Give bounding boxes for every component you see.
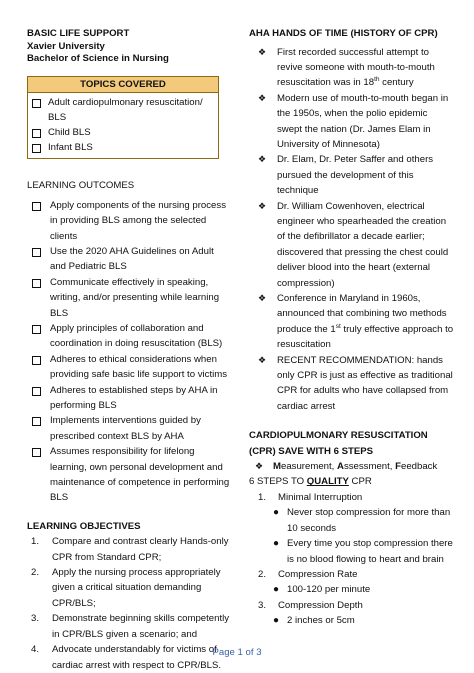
maf-text (273, 459, 437, 474)
objective-item (27, 534, 230, 565)
topic-label: Adult cardiopulmonary resuscitation/ BLS (48, 96, 203, 123)
outcome-item (27, 244, 230, 275)
outcomes-label: LEARNING OUTCOMES (27, 180, 135, 192)
objective-number: 3. (31, 613, 40, 625)
outcome-item (27, 275, 230, 321)
step-detail (273, 505, 454, 536)
bullet-icon: ● (273, 584, 280, 596)
objective-item (27, 611, 230, 642)
step-detail-text: 100-120 per minute (287, 584, 371, 596)
objective-text: Advocate understandably for victims of cardiac arrest with respect to CPR/BLS. (52, 644, 222, 671)
cpr-title (249, 428, 454, 459)
diamond-bullet-icon: ❖ (258, 293, 267, 303)
topic-label: Child BLS (48, 126, 91, 138)
history-text (277, 45, 454, 91)
objective-number: 2. (31, 567, 40, 579)
checkbox-icon (32, 356, 41, 365)
step-detail (273, 536, 454, 567)
objective-item (27, 565, 230, 611)
history-text: Modern use of mouth-to-mouth began in the 1950s, when the polio epidemic swept the nation (Dr. James Elam in University of Minnesota) (277, 92, 449, 150)
maf-line (255, 459, 454, 474)
checkbox-icon (32, 144, 41, 153)
checkbox-icon (32, 448, 41, 457)
steps-quality: QUALITY (306, 476, 349, 488)
history-text-part: Conference in Maryland in 1960s, announced that combining two methods produce the 1 (277, 293, 447, 335)
bullet-icon: ● (273, 538, 280, 550)
step-detail-text: 2 inches or 5cm (287, 615, 355, 627)
objective-number: 1. (31, 536, 40, 548)
outcome-item (27, 321, 230, 352)
topics-list (28, 93, 218, 159)
topic-item (32, 125, 214, 140)
step-detail-text: Never stop compression for more than 10 seconds (287, 507, 451, 534)
superscript: st (335, 322, 341, 330)
outcome-text: Implements interventions guided by prescribed context BLS by AHA (50, 415, 201, 442)
topic-item (32, 95, 214, 125)
objectives-label: LEARNING OBJECTIVES (27, 520, 141, 532)
course-title: BASIC LIFE SUPPORT (27, 28, 130, 39)
diamond-bullet-icon: ❖ (258, 354, 267, 365)
university-name: Xavier University (27, 40, 105, 52)
steps-prefix: 6 STEPS TO (249, 476, 307, 488)
outcome-item (27, 444, 230, 506)
bullet-icon: ● (273, 507, 280, 519)
objective-text: Demonstrate beginning skills competently in CPR/BLS given a scenario; and (52, 613, 230, 640)
outcome-text: Adheres to established steps by AHA in performing BLS (50, 384, 218, 411)
step-detail (273, 582, 454, 597)
step-item (249, 490, 454, 505)
history-text (277, 291, 454, 353)
history-item (249, 353, 454, 415)
history-item (249, 199, 454, 291)
right-column (249, 28, 454, 629)
diamond-bullet-icon: ❖ (258, 92, 267, 103)
outcome-item (27, 413, 230, 444)
cpr-title-line: (CPR) SAVE WITH 6 STEPS (249, 445, 374, 457)
steps-title (249, 474, 454, 489)
step-number: 1. (258, 491, 267, 503)
outcome-text: Use the 2020 AHA Guidelines on Adult and Pediatric BLS (50, 245, 214, 273)
checkbox-icon (32, 387, 41, 396)
steps-suffix: CPR (348, 476, 372, 488)
letter-m: M (273, 461, 281, 473)
history-title: AHA HANDS OF TIME (HISTORY OF CPR) (249, 28, 438, 39)
history-text-part: century (379, 77, 414, 89)
topic-label: Infant BLS (48, 142, 93, 154)
diamond-bullet-icon: ❖ (258, 200, 267, 211)
outcome-text: Communicate effectively in speaking, writing, and/or presenting while learning BLS (50, 276, 220, 319)
outcome-item (27, 383, 230, 414)
maf-part: ssessment, (343, 461, 396, 473)
outcome-item (27, 198, 230, 244)
history-list (249, 45, 454, 415)
diamond-bullet-icon: ❖ (258, 46, 267, 57)
maf-part: easurement, (281, 461, 337, 473)
maf-part: eedback (401, 461, 438, 473)
topic-item (32, 140, 214, 155)
history-text-part: truly effective approach to resuscitation (277, 323, 454, 351)
history-text: Dr. William Cowenhoven, electrical engineer who spearheaded the creation of the defibrillator a decade earlier; discovered that pressing the chest could deliver blood into the heart (external compression) (277, 200, 449, 289)
outcome-item (27, 352, 230, 383)
checkbox-icon (32, 129, 41, 138)
step-number: 2. (258, 568, 267, 580)
objective-number: 4. (31, 644, 40, 656)
history-item (249, 45, 454, 91)
left-column (27, 28, 230, 673)
outcome-text: Apply components of the nursing process in providing BLS among the selected clients (50, 199, 226, 242)
superscript: th (374, 76, 380, 84)
diamond-bullet-icon: ❖ (255, 461, 264, 472)
letter-a: A (337, 461, 344, 473)
step-detail (273, 613, 454, 628)
topics-box (27, 76, 219, 160)
step-item (249, 598, 454, 613)
page-number: Page 1 of 3 (212, 647, 262, 658)
cpr-title-line: CARDIOPULMONARY RESUSCITATION (249, 430, 428, 442)
step-label: Minimal Interruption (278, 491, 363, 503)
history-item (249, 152, 454, 198)
history-text: RECENT RECOMMENDATION: hands only CPR is just as effective as traditional CPR for adults who have collapsed from cardiac arrest (277, 354, 453, 412)
history-text-part: First recorded successful attempt to revive someone with mouth-to-mouth resuscitation was in 18 (277, 46, 435, 89)
objective-text: Apply the nursing process appropriately given a critical situation demanding CPR/BLS; (52, 567, 221, 609)
bullet-icon: ● (273, 615, 280, 627)
checkbox-icon (32, 325, 41, 334)
checkbox-icon (32, 417, 41, 426)
outcome-text: Adheres to ethical considerations when providing safe basic life support to victims (50, 353, 228, 381)
checkbox-icon (32, 248, 41, 257)
outcome-text: Assumes responsibility for lifelong learning, own personal development and maintenance of competence in performing BLS (50, 446, 230, 504)
outcomes-list (27, 198, 230, 506)
step-label: Compression Rate (278, 568, 358, 580)
letter-f: F (395, 461, 401, 473)
program-name: Bachelor of Science in Nursing (27, 53, 169, 64)
checkbox-icon (32, 99, 41, 108)
topics-title: TOPICS COVERED (28, 77, 218, 93)
history-item (249, 291, 454, 353)
outcome-text: Apply principles of collaboration and coordination in doing resuscitation (BLS) (50, 322, 223, 350)
step-number: 3. (258, 599, 267, 611)
history-item (249, 91, 454, 153)
diamond-bullet-icon: ❖ (258, 154, 267, 165)
checkbox-icon (32, 279, 41, 288)
checkbox-icon (32, 202, 41, 211)
step-label: Compression Depth (278, 599, 363, 611)
objective-text: Compare and contrast clearly Hands-only CPR from Standard CPR; (52, 536, 229, 563)
history-text: Dr. Elam, Dr. Peter Saffer and others pursued the development of this technique (277, 154, 434, 197)
step-detail-text: Every time you stop compression there is no blood flowing to heart and brain (287, 538, 453, 565)
step-item (249, 567, 454, 582)
